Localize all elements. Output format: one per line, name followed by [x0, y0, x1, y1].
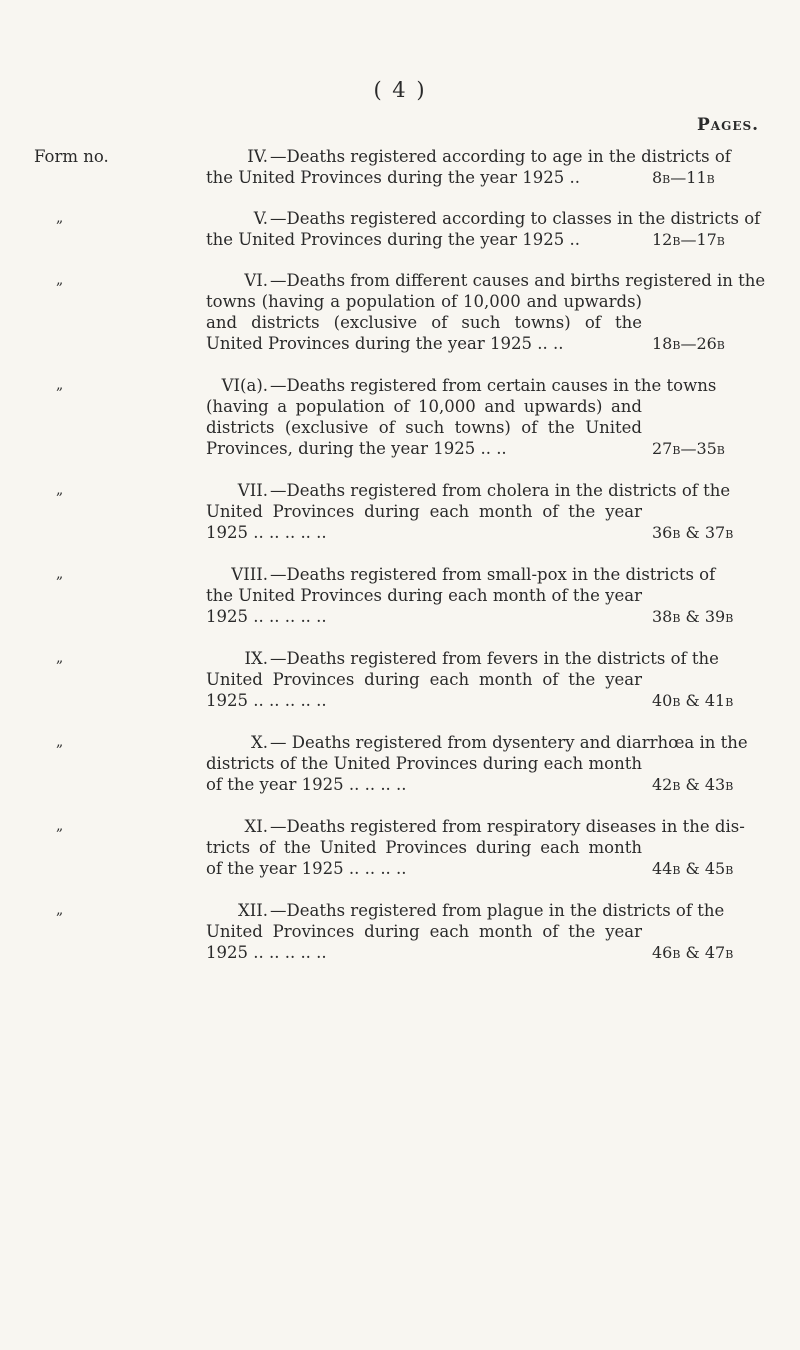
form-number: VII. [237, 481, 268, 500]
description-line: —Deaths registered from small-pox in the districts of [270, 565, 716, 584]
ditto-mark: „ [56, 734, 64, 750]
page-range: 36b & 37b [652, 523, 734, 542]
ditto-mark: „ [56, 818, 64, 834]
description-line: United Provinces during each month of the year [206, 502, 642, 521]
page-range: 44b & 45b [652, 859, 734, 878]
page-range: 42b & 43b [652, 775, 734, 794]
form-number: IV. [247, 147, 268, 166]
description-line: —Deaths registered according to classes in the districts of [270, 209, 761, 228]
description-line: 1925 .. .. .. .. .. [206, 607, 327, 626]
form-number: VIII. [231, 565, 268, 584]
description-line: 1925 .. .. .. .. .. [206, 691, 327, 710]
form-number: IX. [244, 649, 268, 668]
description-line: the United Provinces during the year 1925 .. [206, 230, 580, 249]
description-line: towns (having a population of 10,000 and upwards) [206, 292, 642, 311]
form-label: Form no. [34, 147, 109, 166]
ditto-mark: „ [56, 272, 64, 288]
page-range: 18b—26b [652, 334, 725, 353]
page-range: 46b & 47b [652, 943, 734, 962]
description-line: —Deaths registered from fevers in the districts of the [270, 649, 719, 668]
form-number: XI. [244, 817, 268, 836]
form-number: XII. [237, 901, 268, 920]
ditto-mark: „ [56, 210, 64, 226]
ditto-mark: „ [56, 482, 64, 498]
ditto-mark: „ [56, 566, 64, 582]
description-line: 1925 .. .. .. .. .. [206, 523, 327, 542]
pages-column-header: Pages. [697, 115, 760, 135]
description-line: —Deaths registered from respiratory diseases in the dis- [270, 817, 745, 836]
description-line: the United Provinces during each month of the year [206, 586, 642, 605]
description-line: Provinces, during the year 1925 .. .. [206, 439, 507, 458]
description-line: the United Provinces during the year 1925 .. [206, 168, 580, 187]
description-line: United Provinces during each month of the year [206, 670, 642, 689]
description-line: tricts of the United Provinces during each month [206, 838, 642, 857]
page-number: ( 4 ) [373, 78, 427, 102]
description-line: —Deaths registered from cholera in the districts of the [270, 481, 731, 500]
description-line: (having a population of 10,000 and upwards) and [206, 397, 642, 416]
page-range: 40b & 41b [652, 691, 734, 710]
description-line: United Provinces during the year 1925 .. .. [206, 334, 564, 353]
description-line: United Provinces during each month of the year [206, 922, 642, 941]
page-range: 8b—11b [652, 168, 715, 187]
page-range: 27b—35b [652, 439, 725, 458]
description-line: —Deaths registered from certain causes in the towns [270, 376, 717, 395]
form-number: X. [251, 733, 268, 752]
description-line: —Deaths registered according to age in the districts of [270, 147, 731, 166]
form-number: VI. [244, 271, 268, 290]
ditto-mark: „ [56, 650, 64, 666]
description-line: 1925 .. .. .. .. .. [206, 943, 327, 962]
form-number: V. [253, 209, 268, 228]
description-line: —Deaths registered from plague in the districts of the [270, 901, 725, 920]
description-line: districts of the United Provinces during each month [206, 754, 642, 773]
page-range: 12b—17b [652, 230, 725, 249]
description-line: and districts (exclusive of such towns) of the [206, 313, 642, 332]
description-line: — Deaths registered from dysentery and diarrhœa in the [270, 733, 748, 752]
description-line: —Deaths from different causes and births registered in the [270, 271, 766, 290]
ditto-mark: „ [56, 377, 64, 393]
description-line: districts (exclusive of such towns) of the United [206, 418, 642, 437]
form-number: VI(a). [221, 376, 268, 395]
description-line: of the year 1925 .. .. .. .. [206, 775, 407, 794]
ditto-mark: „ [56, 902, 64, 918]
description-line: of the year 1925 .. .. .. .. [206, 859, 407, 878]
page-range: 38b & 39b [652, 607, 734, 626]
